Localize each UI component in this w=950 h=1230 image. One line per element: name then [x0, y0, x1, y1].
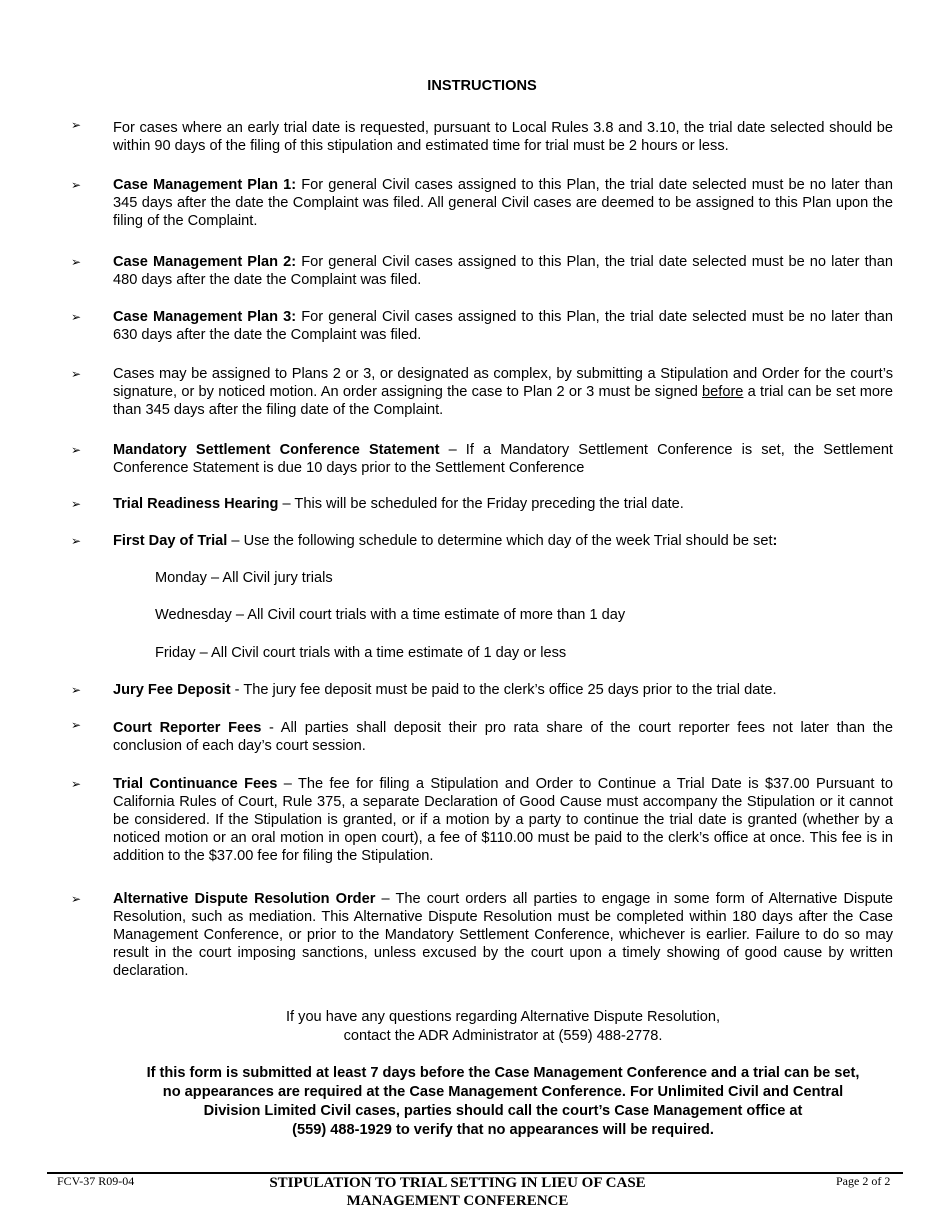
item-text: a trial can be set more than 345 days after the filing date of the Complaint. — [113, 384, 893, 418]
instruction-item — [113, 308, 893, 344]
closing-notice-line1: If this form is submitted at least 7 days before the Case Management Conference and a trial can be set, — [146, 1065, 860, 1081]
item-heading: Trial Readiness Hearing — [113, 496, 279, 512]
closing-notice-line4: (559) 488-1929 to verify that no appearances will be required. — [292, 1122, 714, 1138]
adr-note-line1: If you have any questions regarding Alternative Dispute Resolution, — [285, 1009, 721, 1025]
closing-notice-line2: no appearances are required at the Case Management Conference. For Unlimited Civil and Central — [162, 1084, 844, 1100]
item-colon: : — [772, 533, 778, 549]
bullet-arrow-icon: ➢ — [71, 118, 82, 132]
item-text: For general Civil cases assigned to this Plan, the trial date selected must be no later than 630 days after the date the Complaint was filed. — [113, 309, 893, 343]
page-number: Page 2 of 2 — [836, 1174, 891, 1188]
instruction-item — [113, 253, 893, 289]
item-heading: Case Management Plan 3: — [113, 309, 297, 325]
item-heading: Jury Fee Deposit — [113, 682, 231, 698]
instruction-item — [113, 775, 893, 865]
schedule-line: Monday – All Civil jury trials — [155, 570, 333, 586]
item-text: For cases where an early trial date is requested, pursuant to Local Rules 3.8 and 3.10, the trial date selected should be within 90 days of the filing of this stipulation and estimated time for trial must be 2 hours or less. — [113, 120, 893, 154]
instruction-item — [113, 532, 893, 550]
item-text: – The fee for filing a Stipulation and Order to Continue a Trial Date is $37.00 Pursuant to California Rules of Court, Rule 375, a separate Declaration of Good Cause must accompany the Stipulation or it cannot be considered. If the Stipulation is granted, or if a motion by a party to continue the trial date is granted (whether by a noticed motion or an oral motion in open court), a fee of $110.00 must be paid to the clerk’s office at once. This fee is in addition to the $37.00 fee for filing the Stipulation. — [113, 776, 893, 864]
footer-title-line1: STIPULATION TO TRIAL SETTING IN LIEU OF CASE — [269, 1175, 646, 1191]
page-title: INSTRUCTIONS — [427, 78, 537, 94]
item-heading: Case Management Plan 2: — [113, 254, 297, 270]
item-text: For general Civil cases assigned to this Plan, the trial date selected must be no later than 480 days after the date the Complaint was filed. — [113, 254, 893, 288]
bullet-arrow-icon: ➢ — [71, 892, 82, 906]
item-heading: Mandatory Settlement Conference Statement — [113, 442, 440, 458]
bullet-arrow-icon: ➢ — [71, 367, 82, 381]
instruction-item — [113, 719, 893, 755]
item-heading: First Day of Trial — [113, 533, 228, 549]
instruction-item — [113, 890, 893, 980]
item-text: – Use the following schedule to determine which day of the week Trial should be set — [227, 533, 773, 549]
instruction-item — [113, 119, 893, 155]
bullet-arrow-icon: ➢ — [71, 497, 82, 511]
adr-note-line2: contact the ADR Administrator at (559) 488-2778. — [343, 1028, 663, 1044]
item-text: - The jury fee deposit must be paid to the clerk’s office 25 days prior to the trial date. — [230, 682, 777, 698]
item-heading: Trial Continuance Fees — [113, 776, 278, 792]
bullet-arrow-icon: ➢ — [71, 534, 82, 548]
schedule-line: Wednesday – All Civil court trials with a time estimate of more than 1 day — [155, 607, 626, 623]
item-text: For general Civil cases assigned to this Plan, the trial date selected must be no later than 345 days after the date the Complaint was filed. All general Civil cases are deemed to be assigned to this Plan upon the filing of the Complaint. — [113, 177, 893, 229]
bullet-arrow-icon: ➢ — [71, 683, 82, 697]
item-heading: Court Reporter Fees — [113, 720, 262, 736]
schedule-line: Friday – All Civil court trials with a time estimate of 1 day or less — [155, 645, 567, 661]
instruction-item — [113, 495, 893, 513]
instruction-item — [113, 441, 893, 477]
bullet-arrow-icon: ➢ — [71, 443, 82, 457]
footer-title — [255, 1174, 660, 1210]
instruction-item — [113, 681, 893, 699]
item-text: – If a Mandatory Settlement Conference is set, the Settlement Conference Statement is due 10 days prior to the Settlement Conference — [113, 442, 893, 476]
item-text: – This will be scheduled for the Friday preceding the trial date. — [278, 496, 684, 512]
item-text: – The court orders all parties to engage in some form of Alternative Dispute Resolution, such as mediation. This Alternative Dispute Resolution must be completed within 180 days after the Case Management Conference, or prior to the Mandatory Settlement Conference, whichever is earlier. Failure to do so may result in the court imposing sanctions, unless excused by the court upon a timely showing of good cause by written declaration. — [113, 891, 893, 979]
item-text: - All parties shall deposit their pro rata share of the court reporter fees not later than the conclusion of each day’s court session. — [113, 720, 893, 754]
instruction-item — [113, 176, 893, 230]
item-underline: before — [702, 384, 744, 400]
footer-title-line2: MANAGEMENT CONFERENCE — [346, 1193, 569, 1209]
instruction-item — [113, 365, 893, 419]
bullet-arrow-icon: ➢ — [71, 178, 82, 192]
item-heading: Alternative Dispute Resolution Order — [113, 891, 376, 907]
bullet-arrow-icon: ➢ — [71, 777, 82, 791]
closing-notice-line3: Division Limited Civil cases, parties should call the court’s Case Management office at — [203, 1103, 803, 1119]
bullet-arrow-icon: ➢ — [71, 255, 82, 269]
bullet-arrow-icon: ➢ — [71, 718, 82, 732]
item-heading: Case Management Plan 1: — [113, 177, 297, 193]
form-id: FCV-37 R09-04 — [57, 1174, 135, 1188]
item-text: Cases may be assigned to Plans 2 or 3, or designated as complex, by submitting a Stipulation and Order for the court’s signature, or by noticed motion. An order assigning the case to Plan 2 or 3 must be signed — [113, 366, 893, 400]
bullet-arrow-icon: ➢ — [71, 310, 82, 324]
